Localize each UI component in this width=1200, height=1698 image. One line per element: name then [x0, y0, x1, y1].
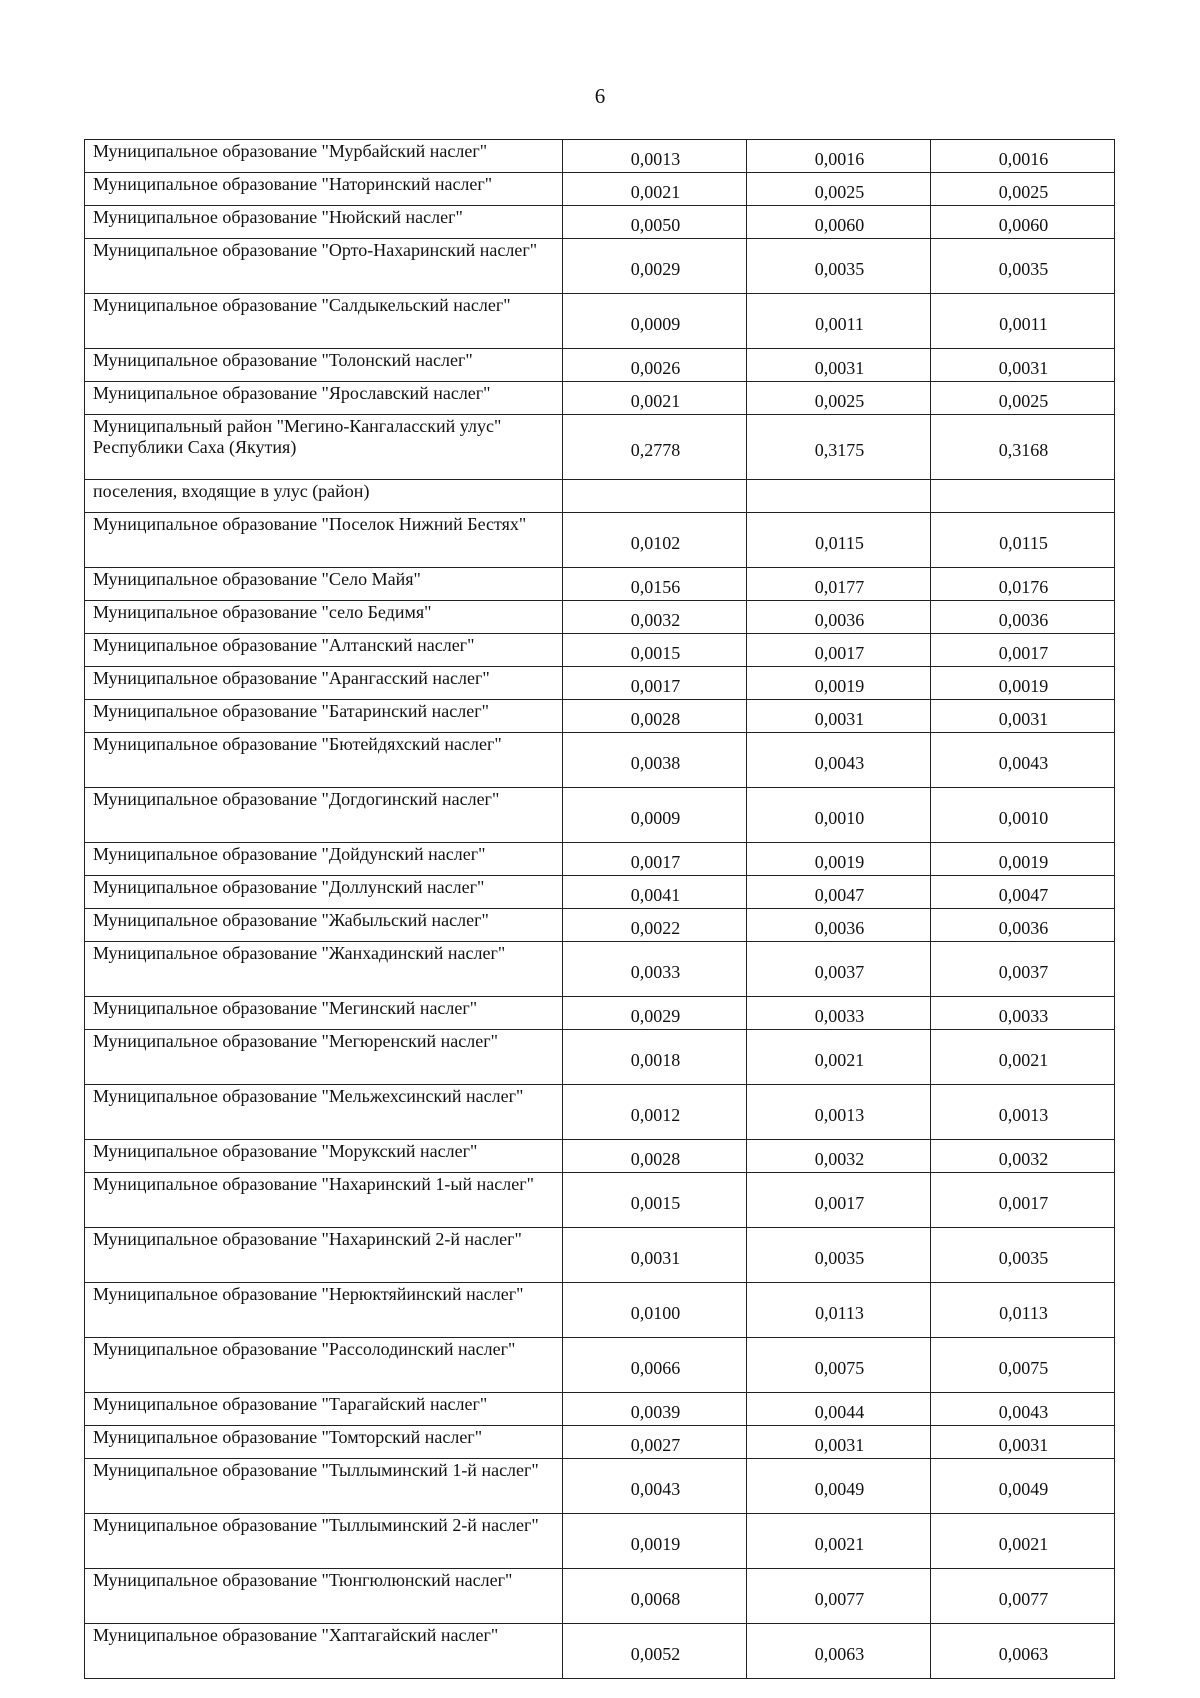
value-cell-col-3: 0,0016 [931, 140, 1115, 173]
value-cell-col-1: 0,0028 [563, 1140, 747, 1173]
table-row [85, 140, 1115, 173]
table-row [85, 1338, 1115, 1393]
municipality-name-cell: Муниципальное образование "Жабыльский наслег" [85, 909, 563, 942]
value-cell-col-2: 0,0010 [747, 788, 931, 843]
value-cell-col-2: 0,0037 [747, 942, 931, 997]
value-cell-col-2: 0,0036 [747, 909, 931, 942]
value-cell-col-1: 0,0050 [563, 206, 747, 239]
municipality-name-cell: Муниципальное образование "Хаптагайский наслег" [85, 1624, 563, 1679]
table-row [85, 382, 1115, 415]
value-cell-col-1: 0,0018 [563, 1030, 747, 1085]
value-cell-col-1: 0,0100 [563, 1283, 747, 1338]
table-row [85, 349, 1115, 382]
value-cell-col-2: 0,0017 [747, 1173, 931, 1228]
table-row [85, 206, 1115, 239]
table-row [85, 173, 1115, 206]
table-row [85, 1283, 1115, 1338]
table-row [85, 1624, 1115, 1679]
value-cell-col-3: 0,0011 [931, 294, 1115, 349]
table-body [85, 140, 1115, 1679]
value-cell-col-2: 0,0177 [747, 568, 931, 601]
value-cell-col-2: 0,0035 [747, 1228, 931, 1283]
value-cell-col-3: 0,0115 [931, 513, 1115, 568]
table-row [85, 909, 1115, 942]
municipality-name-cell: Муниципальное образование "Морукский наслег" [85, 1140, 563, 1173]
value-cell-col-2: 0,0033 [747, 997, 931, 1030]
table-row [85, 1426, 1115, 1459]
municipality-name-cell: поселения, входящие в улус (район) [85, 480, 563, 513]
value-cell-col-2: 0,0016 [747, 140, 931, 173]
value-cell-col-3: 0,0035 [931, 1228, 1115, 1283]
table-row [85, 997, 1115, 1030]
value-cell-col-3: 0,0031 [931, 700, 1115, 733]
municipality-name-cell: Муниципальное образование "Мельжехсинский наслег" [85, 1085, 563, 1140]
value-cell-col-1: 0,0041 [563, 876, 747, 909]
value-cell-col-1: 0,0009 [563, 788, 747, 843]
table-row [85, 876, 1115, 909]
value-cell-col-3: 0,0010 [931, 788, 1115, 843]
value-cell-col-3: 0,0037 [931, 942, 1115, 997]
municipality-name-cell: Муниципальное образование "Нюйский наслег" [85, 206, 563, 239]
table-row [85, 1514, 1115, 1569]
value-cell-col-1: 0,0102 [563, 513, 747, 568]
table-row [85, 480, 1115, 513]
municipality-name-cell: Муниципальное образование "Салдыкельский наслег" [85, 294, 563, 349]
municipality-name-cell: Муниципальное образование "Поселок Нижний Бестях" [85, 513, 563, 568]
value-cell-col-1: 0,0156 [563, 568, 747, 601]
municipality-name-cell: Муниципальное образование "село Бедимя" [85, 601, 563, 634]
value-cell-col-1: 0,0012 [563, 1085, 747, 1140]
municipality-name-cell: Муниципальное образование "Тарагайский наслег" [85, 1393, 563, 1426]
value-cell-col-2: 0,0049 [747, 1459, 931, 1514]
value-cell-col-2: 0,0035 [747, 239, 931, 294]
value-cell-col-3: 0,0075 [931, 1338, 1115, 1393]
value-cell-col-1: 0,0021 [563, 173, 747, 206]
value-cell-col-3: 0,0060 [931, 206, 1115, 239]
value-cell-col-3: 0,0031 [931, 349, 1115, 382]
value-cell-col-1: 0,0015 [563, 1173, 747, 1228]
value-cell-col-3: 0,0019 [931, 667, 1115, 700]
table-row [85, 942, 1115, 997]
value-cell-col-3 [931, 480, 1115, 513]
value-cell-col-1: 0,0052 [563, 1624, 747, 1679]
municipality-name-cell: Муниципальное образование "Доллунский наслег" [85, 876, 563, 909]
value-cell-col-3: 0,0036 [931, 909, 1115, 942]
value-cell-col-1: 0,0027 [563, 1426, 747, 1459]
value-cell-col-3: 0,0035 [931, 239, 1115, 294]
value-cell-col-2: 0,0113 [747, 1283, 931, 1338]
value-cell-col-2: 0,3175 [747, 415, 931, 480]
table-row [85, 294, 1115, 349]
value-cell-col-1: 0,0039 [563, 1393, 747, 1426]
value-cell-col-1: 0,0043 [563, 1459, 747, 1514]
municipality-name-cell: Муниципальное образование "Нерюктяйинский наслег" [85, 1283, 563, 1338]
value-cell-col-2: 0,0025 [747, 382, 931, 415]
value-cell-col-1: 0,0066 [563, 1338, 747, 1393]
table-row [85, 1393, 1115, 1426]
value-cell-col-2: 0,0060 [747, 206, 931, 239]
value-cell-col-3: 0,0017 [931, 1173, 1115, 1228]
table-row [85, 1459, 1115, 1514]
value-cell-col-3: 0,0017 [931, 634, 1115, 667]
municipality-name-cell: Муниципальное образование "Тыллыминский 1-й наслег" [85, 1459, 563, 1514]
value-cell-col-1: 0,0022 [563, 909, 747, 942]
table-row [85, 568, 1115, 601]
municipality-name-cell: Муниципальное образование "Жанхадинский наслег" [85, 942, 563, 997]
table-row [85, 1030, 1115, 1085]
municipality-name-cell: Муниципальное образование "Арангасский наслег" [85, 667, 563, 700]
municipality-name-cell: Муниципальное образование "Село Майя" [85, 568, 563, 601]
value-cell-col-1: 0,0017 [563, 843, 747, 876]
value-cell-col-1: 0,0013 [563, 140, 747, 173]
value-cell-col-3: 0,0025 [931, 173, 1115, 206]
value-cell-col-3: 0,0077 [931, 1569, 1115, 1624]
value-cell-col-1: 0,0031 [563, 1228, 747, 1283]
table-row [85, 634, 1115, 667]
value-cell-col-2: 0,0025 [747, 173, 931, 206]
value-cell-col-1: 0,0019 [563, 1514, 747, 1569]
value-cell-col-2: 0,0063 [747, 1624, 931, 1679]
table-row [85, 667, 1115, 700]
value-cell-col-1: 0,0033 [563, 942, 747, 997]
table-row [85, 733, 1115, 788]
municipality-name-cell: Муниципальное образование "Алтанский наслег" [85, 634, 563, 667]
value-cell-col-1: 0,0029 [563, 997, 747, 1030]
value-cell-col-3: 0,0043 [931, 1393, 1115, 1426]
table-row [85, 239, 1115, 294]
municipality-name-cell: Муниципальное образование "Рассолодинский наслег" [85, 1338, 563, 1393]
value-cell-col-3: 0,0113 [931, 1283, 1115, 1338]
municipality-name-cell: Муниципальное образование "Мегинский наслег" [85, 997, 563, 1030]
value-cell-col-1: 0,0068 [563, 1569, 747, 1624]
data-table [84, 139, 1115, 1679]
value-cell-col-3: 0,0047 [931, 876, 1115, 909]
table-row [85, 700, 1115, 733]
municipality-name-cell: Муниципальное образование "Нахаринский 1-ый наслег" [85, 1173, 563, 1228]
value-cell-col-1: 0,0032 [563, 601, 747, 634]
municipality-name-cell: Муниципальное образование "Орто-Нахаринский наслег" [85, 239, 563, 294]
municipality-name-cell: Муниципальное образование "Догдогинский наслег" [85, 788, 563, 843]
value-cell-col-2: 0,0021 [747, 1030, 931, 1085]
value-cell-col-2: 0,0043 [747, 733, 931, 788]
value-cell-col-2: 0,0021 [747, 1514, 931, 1569]
municipality-name-cell: Муниципальное образование "Мегюренский наслег" [85, 1030, 563, 1085]
value-cell-col-3: 0,0031 [931, 1426, 1115, 1459]
value-cell-col-3: 0,0021 [931, 1030, 1115, 1085]
municipality-name-cell: Муниципальное образование "Тюнгюлюнский наслег" [85, 1569, 563, 1624]
table-row [85, 1140, 1115, 1173]
value-cell-col-3: 0,0025 [931, 382, 1115, 415]
value-cell-col-2: 0,0013 [747, 1085, 931, 1140]
value-cell-col-3: 0,0176 [931, 568, 1115, 601]
value-cell-col-1: 0,0017 [563, 667, 747, 700]
municipality-name-cell: Муниципальное образование "Ярославский наслег" [85, 382, 563, 415]
table-row [85, 415, 1115, 480]
table-row [85, 601, 1115, 634]
page-number: 6 [594, 84, 606, 108]
value-cell-col-3: 0,0036 [931, 601, 1115, 634]
value-cell-col-3: 0,0019 [931, 843, 1115, 876]
municipality-name-cell: Муниципальное образование "Наторинский наслег" [85, 173, 563, 206]
value-cell-col-3: 0,0032 [931, 1140, 1115, 1173]
value-cell-col-2: 0,0017 [747, 634, 931, 667]
municipality-name-cell: Муниципальное образование "Батаринский наслег" [85, 700, 563, 733]
table-row [85, 513, 1115, 568]
value-cell-col-1: 0,0038 [563, 733, 747, 788]
value-cell-col-2: 0,0011 [747, 294, 931, 349]
table-row [85, 1085, 1115, 1140]
table-row [85, 1173, 1115, 1228]
value-cell-col-2: 0,0031 [747, 700, 931, 733]
value-cell-col-1: 0,0009 [563, 294, 747, 349]
value-cell-col-2: 0,0075 [747, 1338, 931, 1393]
table-row [85, 1228, 1115, 1283]
value-cell-col-2: 0,0077 [747, 1569, 931, 1624]
value-cell-col-2 [747, 480, 931, 513]
value-cell-col-1: 0,0021 [563, 382, 747, 415]
municipality-name-cell: Муниципальное образование "Нахаринский 2-й наслег" [85, 1228, 563, 1283]
value-cell-col-1: 0,2778 [563, 415, 747, 480]
municipality-name-cell: Муниципальное образование "Дойдунский наслег" [85, 843, 563, 876]
value-cell-col-1 [563, 480, 747, 513]
value-cell-col-3: 0,0049 [931, 1459, 1115, 1514]
value-cell-col-2: 0,0036 [747, 601, 931, 634]
value-cell-col-3: 0,0063 [931, 1624, 1115, 1679]
value-cell-col-2: 0,0032 [747, 1140, 931, 1173]
value-cell-col-2: 0,0047 [747, 876, 931, 909]
value-cell-col-2: 0,0044 [747, 1393, 931, 1426]
value-cell-col-2: 0,0019 [747, 843, 931, 876]
municipality-name-cell: Муниципальное образование "Томторский наслег" [85, 1426, 563, 1459]
value-cell-col-2: 0,0031 [747, 349, 931, 382]
value-cell-col-3: 0,0043 [931, 733, 1115, 788]
table-row [85, 843, 1115, 876]
municipality-name-cell: Муниципальное образование "Мурбайский наслег" [85, 140, 563, 173]
municipality-name-cell: Муниципальное образование "Толонский наслег" [85, 349, 563, 382]
value-cell-col-2: 0,0019 [747, 667, 931, 700]
value-cell-col-3: 0,0033 [931, 997, 1115, 1030]
value-cell-col-1: 0,0029 [563, 239, 747, 294]
municipality-name-cell: Муниципальный район "Мегино-Кангаласский улус" Республики Саха (Якутия) [85, 415, 563, 480]
value-cell-col-3: 0,0021 [931, 1514, 1115, 1569]
table-row [85, 788, 1115, 843]
value-cell-col-1: 0,0028 [563, 700, 747, 733]
table-row [85, 1569, 1115, 1624]
value-cell-col-2: 0,0031 [747, 1426, 931, 1459]
municipality-name-cell: Муниципальное образование "Тыллыминский 2-й наслег" [85, 1514, 563, 1569]
value-cell-col-1: 0,0015 [563, 634, 747, 667]
value-cell-col-2: 0,0115 [747, 513, 931, 568]
value-cell-col-3: 0,3168 [931, 415, 1115, 480]
value-cell-col-1: 0,0026 [563, 349, 747, 382]
value-cell-col-3: 0,0013 [931, 1085, 1115, 1140]
municipality-name-cell: Муниципальное образование "Бютейдяхский наслег" [85, 733, 563, 788]
